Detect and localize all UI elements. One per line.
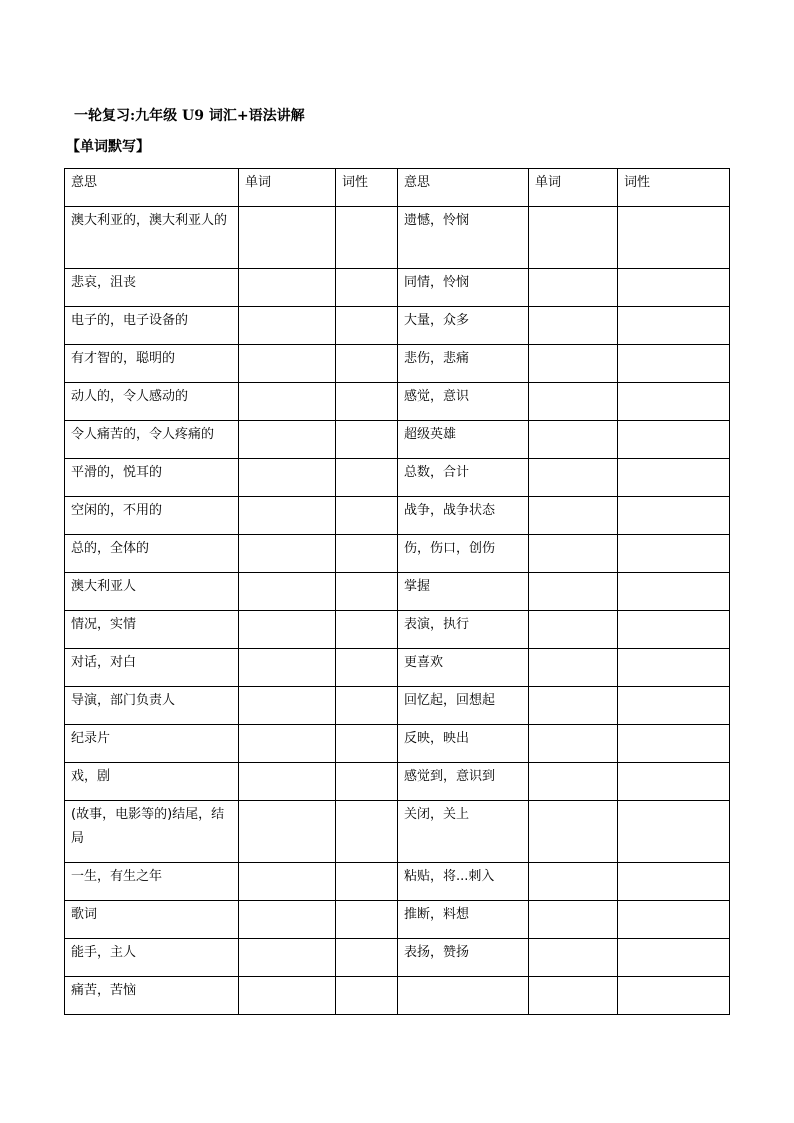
meaning-cell: 痛苦，苦恼 — [65, 977, 239, 1015]
table-row — [65, 269, 730, 307]
meaning-cell: 对话，对白 — [65, 649, 239, 687]
pos-answer-cell[interactable] — [336, 573, 398, 611]
pos-answer-cell[interactable] — [336, 307, 398, 345]
pos-answer-cell[interactable] — [336, 269, 398, 307]
word-answer-cell[interactable] — [529, 977, 618, 1015]
pos-answer-cell[interactable] — [336, 383, 398, 421]
pos-answer-cell[interactable] — [336, 763, 398, 801]
pos-answer-cell[interactable] — [618, 725, 730, 763]
table-row — [65, 863, 730, 901]
pos-answer-cell[interactable] — [618, 269, 730, 307]
pos-answer-cell[interactable] — [336, 459, 398, 497]
word-answer-cell[interactable] — [239, 649, 336, 687]
pos-answer-cell[interactable] — [336, 497, 398, 535]
meaning-cell: 空闲的，不用的 — [65, 497, 239, 535]
word-answer-cell[interactable] — [529, 307, 618, 345]
word-answer-cell[interactable] — [529, 497, 618, 535]
pos-answer-cell[interactable] — [336, 687, 398, 725]
pos-answer-cell[interactable] — [618, 421, 730, 459]
pos-answer-cell[interactable] — [618, 207, 730, 269]
meaning-cell: 回忆起，回想起 — [398, 687, 529, 725]
pos-answer-cell[interactable] — [336, 801, 398, 863]
pos-answer-cell[interactable] — [336, 901, 398, 939]
meaning-cell: 有才智的，聪明的 — [65, 345, 239, 383]
pos-answer-cell[interactable] — [618, 649, 730, 687]
word-answer-cell[interactable] — [239, 939, 336, 977]
meaning-cell: 歌词 — [65, 901, 239, 939]
pos-answer-cell[interactable] — [618, 611, 730, 649]
table-row — [65, 977, 730, 1015]
pos-answer-cell[interactable] — [618, 345, 730, 383]
meaning-cell: 伤，伤口，创伤 — [398, 535, 529, 573]
header-word: 单词 — [529, 169, 618, 207]
pos-answer-cell[interactable] — [336, 535, 398, 573]
table-body — [65, 207, 730, 1015]
table-row — [65, 687, 730, 725]
section-heading: 【单词默写】 — [66, 139, 150, 155]
word-answer-cell[interactable] — [529, 801, 618, 863]
word-answer-cell[interactable] — [239, 269, 336, 307]
table-header-row — [65, 169, 730, 207]
word-answer-cell[interactable] — [529, 345, 618, 383]
pos-answer-cell[interactable] — [618, 977, 730, 1015]
meaning-cell: 一生，有生之年 — [65, 863, 239, 901]
pos-answer-cell[interactable] — [618, 901, 730, 939]
word-answer-cell[interactable] — [239, 459, 336, 497]
header-part-of-speech: 词性 — [336, 169, 398, 207]
meaning-cell: 大量，众多 — [398, 307, 529, 345]
pos-answer-cell[interactable] — [618, 383, 730, 421]
word-answer-cell[interactable] — [239, 573, 336, 611]
pos-answer-cell[interactable] — [618, 497, 730, 535]
pos-answer-cell[interactable] — [336, 863, 398, 901]
pos-answer-cell[interactable] — [336, 977, 398, 1015]
pos-answer-cell[interactable] — [618, 939, 730, 977]
table-row — [65, 573, 730, 611]
meaning-cell: 表扬，赞扬 — [398, 939, 529, 977]
pos-answer-cell[interactable] — [618, 763, 730, 801]
word-answer-cell[interactable] — [239, 763, 336, 801]
meaning-cell: 悲伤，悲痛 — [398, 345, 529, 383]
word-answer-cell[interactable] — [529, 763, 618, 801]
table-row — [65, 725, 730, 763]
word-answer-cell[interactable] — [239, 687, 336, 725]
table-row — [65, 939, 730, 977]
pos-answer-cell[interactable] — [336, 345, 398, 383]
meaning-cell: 澳大利亚的，澳大利亚人的 — [65, 207, 239, 269]
table-row — [65, 649, 730, 687]
word-answer-cell[interactable] — [529, 649, 618, 687]
word-answer-cell[interactable] — [239, 383, 336, 421]
meaning-cell: 导演，部门负责人 — [65, 687, 239, 725]
meaning-cell: (故事，电影等的)结尾，结局 — [65, 801, 239, 863]
meaning-cell: 感觉，意识 — [398, 383, 529, 421]
header-part-of-speech: 词性 — [618, 169, 730, 207]
table-row — [65, 763, 730, 801]
header-meaning: 意思 — [398, 169, 529, 207]
meaning-cell: 戏，剧 — [65, 763, 239, 801]
word-answer-cell[interactable] — [239, 345, 336, 383]
word-answer-cell[interactable] — [239, 801, 336, 863]
meaning-cell: 表演，执行 — [398, 611, 529, 649]
table-row — [65, 345, 730, 383]
word-answer-cell[interactable] — [529, 573, 618, 611]
meaning-cell: 推断，料想 — [398, 901, 529, 939]
meaning-cell: 动人的，令人感动的 — [65, 383, 239, 421]
meaning-cell: 遗憾，怜悯 — [398, 207, 529, 269]
table-row — [65, 611, 730, 649]
word-answer-cell[interactable] — [239, 207, 336, 269]
meaning-cell: 能手，主人 — [65, 939, 239, 977]
meaning-cell: 悲哀，沮丧 — [65, 269, 239, 307]
word-answer-cell[interactable] — [239, 421, 336, 459]
word-answer-cell[interactable] — [529, 269, 618, 307]
document-title: 一轮复习:九年级 U9 词汇+语法讲解 — [74, 108, 305, 124]
word-answer-cell[interactable] — [529, 207, 618, 269]
table-row — [65, 459, 730, 497]
pos-answer-cell[interactable] — [618, 863, 730, 901]
word-answer-cell[interactable] — [529, 383, 618, 421]
pos-answer-cell[interactable] — [336, 939, 398, 977]
header-word: 单词 — [239, 169, 336, 207]
table-row — [65, 535, 730, 573]
pos-answer-cell[interactable] — [336, 421, 398, 459]
header-meaning: 意思 — [65, 169, 239, 207]
word-answer-cell[interactable] — [239, 611, 336, 649]
pos-answer-cell[interactable] — [336, 611, 398, 649]
table-row — [65, 307, 730, 345]
meaning-cell: 超级英雄 — [398, 421, 529, 459]
meaning-cell: 掌握 — [398, 573, 529, 611]
table-row — [65, 497, 730, 535]
pos-answer-cell[interactable] — [618, 573, 730, 611]
meaning-cell: 情况，实情 — [65, 611, 239, 649]
pos-answer-cell[interactable] — [618, 801, 730, 863]
word-answer-cell[interactable] — [239, 901, 336, 939]
meaning-cell: 令人痛苦的，令人疼痛的 — [65, 421, 239, 459]
pos-answer-cell[interactable] — [618, 307, 730, 345]
pos-answer-cell[interactable] — [336, 725, 398, 763]
table-row — [65, 901, 730, 939]
word-answer-cell[interactable] — [529, 863, 618, 901]
meaning-cell: 感觉到，意识到 — [398, 763, 529, 801]
word-answer-cell[interactable] — [529, 611, 618, 649]
meaning-cell: 关闭，关上 — [398, 801, 529, 863]
word-answer-cell[interactable] — [239, 725, 336, 763]
meaning-cell: 粘贴，将...刺入 — [398, 863, 529, 901]
word-answer-cell[interactable] — [529, 901, 618, 939]
vocabulary-table — [64, 168, 730, 1015]
table-row — [65, 207, 730, 269]
pos-answer-cell[interactable] — [618, 535, 730, 573]
meaning-cell: 总的，全体的 — [65, 535, 239, 573]
word-answer-cell[interactable] — [529, 421, 618, 459]
meaning-cell: 同情，怜悯 — [398, 269, 529, 307]
word-answer-cell[interactable] — [529, 687, 618, 725]
word-answer-cell[interactable] — [239, 535, 336, 573]
table-row — [65, 383, 730, 421]
meaning-cell — [398, 977, 529, 1015]
word-answer-cell[interactable] — [239, 307, 336, 345]
meaning-cell: 总数，合计 — [398, 459, 529, 497]
word-answer-cell[interactable] — [529, 535, 618, 573]
word-answer-cell[interactable] — [239, 497, 336, 535]
word-answer-cell[interactable] — [239, 863, 336, 901]
meaning-cell: 平滑的，悦耳的 — [65, 459, 239, 497]
pos-answer-cell[interactable] — [336, 649, 398, 687]
word-answer-cell[interactable] — [529, 939, 618, 977]
meaning-cell: 战争，战争状态 — [398, 497, 529, 535]
word-answer-cell[interactable] — [239, 977, 336, 1015]
meaning-cell: 澳大利亚人 — [65, 573, 239, 611]
word-answer-cell[interactable] — [529, 725, 618, 763]
meaning-cell: 反映，映出 — [398, 725, 529, 763]
table-row — [65, 421, 730, 459]
pos-answer-cell[interactable] — [618, 687, 730, 725]
pos-answer-cell[interactable] — [336, 207, 398, 269]
meaning-cell: 纪录片 — [65, 725, 239, 763]
word-answer-cell[interactable] — [529, 459, 618, 497]
table-row — [65, 801, 730, 863]
pos-answer-cell[interactable] — [618, 459, 730, 497]
meaning-cell: 电子的，电子设备的 — [65, 307, 239, 345]
meaning-cell: 更喜欢 — [398, 649, 529, 687]
